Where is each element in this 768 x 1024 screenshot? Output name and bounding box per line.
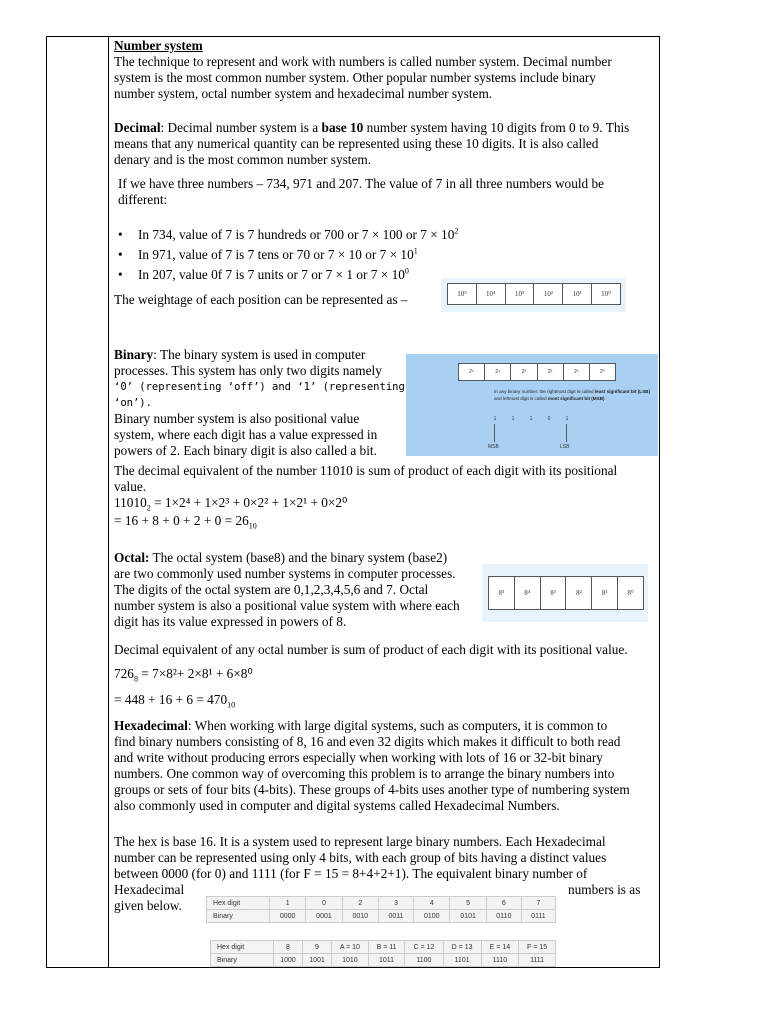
digit: 1 [493, 416, 497, 422]
equation-line: The decimal equivalent of the number 11010 is sum of product of each digit with its positional [114, 463, 618, 478]
binary-section [114, 347, 414, 459]
octal-equation-intro: Decimal equivalent of any octal number is sum of product of each digit with its positional value. [114, 642, 628, 657]
decimal-section [114, 120, 654, 168]
hex-row-label: Hex digit [207, 897, 270, 910]
binary-cell: 0110 [486, 910, 521, 923]
bullet-text: In 971, value of 7 is 7 tens or 70 or 7 × 10 or 7 × 10 [138, 247, 414, 262]
number-system-heading: Number system [114, 38, 203, 53]
hex-table-2 [210, 940, 556, 967]
hex-line: between 0000 (for 0) and 1111 (for F = 15 = 8+4+2+1). The equivalent binary number of [114, 866, 588, 881]
bullet-item [114, 247, 534, 267]
bullet-item [114, 227, 534, 247]
position-cell: 8⁵ [489, 577, 515, 609]
binary-cell: 1011 [368, 954, 405, 967]
hex-cell: D = 13 [443, 941, 481, 954]
caption-text: and leftmost digit is called [494, 396, 548, 401]
binary-cell: 1000 [274, 954, 303, 967]
binary-row [211, 954, 556, 967]
position-cell: 8² [566, 577, 592, 609]
hex-line: Hexadecimal [114, 882, 185, 897]
bullet-exponent: 0 [404, 266, 409, 276]
equation-subscript: 8 [133, 674, 138, 684]
decimal-text: number system having 10 digits from 0 to 9. This [363, 120, 630, 135]
hex-cell: 6 [486, 897, 521, 910]
binary-cell: 0111 [521, 910, 555, 923]
hexadecimal-line: find binary numbers consisting of 8, 16 and even 32 digits which makes it difficult to both read [114, 734, 621, 749]
hex-line: given below. [114, 898, 182, 913]
number-system-line: system is the most common number system. Other popular number systems include binary [114, 70, 596, 85]
binary-cell: 1111 [519, 954, 556, 967]
equation-base: 11010 [114, 495, 147, 510]
decimal-example [118, 176, 658, 208]
digit: 0 [547, 416, 551, 422]
binary-label: Binary [114, 347, 154, 362]
hex-cell: F = 15 [519, 941, 556, 954]
position-cell: 10⁵ [448, 284, 477, 304]
octal-position-table [488, 576, 644, 610]
hex-line: The hex is base 16. It is a system used to represent large binary numbers. Each Hexadecimal [114, 834, 606, 849]
decimal-line: denary and is the most common number system. [114, 152, 372, 167]
octal-line: are two commonly used number systems in computer processes. [114, 566, 456, 581]
position-cell: 10¹ [563, 284, 592, 304]
binary-cell: 1110 [481, 954, 518, 967]
hex-cell: 3 [378, 897, 413, 910]
hex-cell: 9 [302, 941, 331, 954]
equation-expansion: = 1×2⁴ + 1×2³ + 0×2² + 1×2¹ + 0×2⁰ [150, 495, 348, 510]
example-line: different: [118, 192, 168, 207]
bullet-text: In 207, value 0f 7 is 7 units or 7 or 7 × 1 or 7 × 10 [138, 267, 405, 282]
hex-row [211, 941, 556, 954]
binary-cell: 0101 [450, 910, 486, 923]
hex-table-1 [206, 896, 556, 923]
number-system-line: number system, octal number system and hexadecimal number system. [114, 86, 493, 101]
position-cell: 10² [534, 284, 563, 304]
equation-result: = 16 + 8 + 0 + 2 + 0 = 26 [114, 513, 249, 528]
equation-base: 726 [114, 666, 134, 681]
binary-digits [486, 416, 576, 422]
base-10-text: base 10 [321, 120, 364, 135]
binary-cell: 0000 [270, 910, 306, 923]
binary-cell: 0100 [414, 910, 450, 923]
equation-line: value. [114, 479, 147, 494]
equation-subscript: 10 [227, 700, 236, 710]
position-cell: 10³ [506, 284, 535, 304]
position-cell: 8⁴ [515, 577, 541, 609]
hexadecimal-label: Hexadecimal [114, 718, 188, 733]
hex-line: number can be represented using only 4 bits, with each group of bits having a distinct values [114, 850, 607, 865]
hex-cell: 7 [521, 897, 555, 910]
caption-lsb-text: least significant bit (LSB) [594, 389, 650, 394]
octal-label: Octal: [114, 550, 150, 565]
binary-row [207, 910, 556, 923]
digit: 1 [565, 416, 569, 422]
equation-expansion: = 7×8²+ 2×8¹ + 6×8⁰ [137, 666, 253, 681]
hex-cell: B = 11 [368, 941, 405, 954]
position-cell: 10⁴ [477, 284, 506, 304]
decimal-label: Decimal [114, 120, 161, 135]
binary-cell: 1100 [405, 954, 443, 967]
digit: 1 [529, 416, 533, 422]
binary-line: powers of 2. Each binary digit is also called a bit. [114, 443, 377, 458]
hexadecimal-line: and write without producing errors especially when working with lots of 16 or 32-bit binary [114, 750, 603, 765]
caption-text: . [604, 396, 606, 401]
equation-result: = 448 + 16 + 6 = 470 [114, 692, 228, 707]
binary-figure [406, 354, 658, 456]
binary-text: : The binary system is used in computer [153, 347, 366, 362]
binary-cell: 1001 [302, 954, 331, 967]
binary-position-table [458, 363, 616, 381]
binary-cell: 1010 [331, 954, 368, 967]
binary-cell: 0010 [342, 910, 378, 923]
binary-cell: 0001 [306, 910, 342, 923]
binary-cell: 0011 [378, 910, 413, 923]
equation-subscript: 10 [248, 521, 257, 531]
binary-cell: 1101 [443, 954, 481, 967]
weightage-text: The weightage of each position can be represented as – [114, 292, 408, 307]
hex-cell: 4 [414, 897, 450, 910]
binary-line: Binary number system is also positional value [114, 411, 360, 426]
decimal-position-figure [441, 278, 626, 312]
lsb-arrow [566, 424, 567, 442]
binary-caption [494, 388, 654, 402]
hex-cell: 8 [274, 941, 303, 954]
octal-text: The octal system (base8) and the binary system (base2) [149, 550, 448, 565]
bullet-text: In 734, value of 7 is 7 hundreds or 700 or 7 × 100 or 7 × 10 [138, 227, 455, 242]
hex-row-label: Hex digit [211, 941, 274, 954]
hex-cell: 5 [450, 897, 486, 910]
bullet-exponent: 1 [413, 246, 418, 256]
column-divider [108, 36, 109, 968]
number-system-section [114, 38, 654, 102]
position-cell: 8³ [541, 577, 567, 609]
caption-msb-text: most significant bit (MSB) [547, 396, 605, 401]
hexadecimal-line: numbers. One common way of overcoming this problem is to arrange the binary numbers into [114, 766, 615, 781]
decimal-text: : Decimal number system is a [160, 120, 322, 135]
hex-line: numbers is as [568, 882, 641, 897]
hex-cell: A = 10 [331, 941, 368, 954]
octal-position-figure [482, 564, 648, 622]
number-system-line: The technique to represent and work with numbers is called number system. Decimal number [114, 54, 612, 69]
hexadecimal-line: also commonly used in computer and digital systems called Hexadecimal Numbers. [114, 798, 560, 813]
binary-row-label: Binary [211, 954, 274, 967]
hex-row [207, 897, 556, 910]
position-cell: 10⁰ [601, 290, 611, 298]
position-cell: 2⁴ [485, 364, 511, 380]
hexadecimal-section [114, 718, 656, 814]
position-cell: 2² [538, 364, 564, 380]
position-cell: 2³ [511, 364, 537, 380]
octal-line: The digits of the octal system are 0,1,2,3,4,5,6 and 7. Octal [114, 582, 429, 597]
position-cell: 2⁵ [459, 364, 485, 380]
octal-section [114, 550, 484, 630]
hex-cell: C = 12 [405, 941, 443, 954]
hex-cell: 2 [342, 897, 378, 910]
hex-cell: E = 14 [481, 941, 518, 954]
msb-arrow [494, 424, 495, 442]
hex-cell: 1 [270, 897, 306, 910]
binary-row-label: Binary [207, 910, 270, 923]
position-cell: 8⁰ [627, 589, 634, 597]
octal-line: digit has its value expressed in powers of 8. [114, 614, 347, 629]
binary-line: processes. This system has only two digits namely [114, 363, 382, 378]
hexadecimal-line: groups or sets of four bits (4-bits). These groups of 4-bits uses another type of numbering system [114, 782, 630, 797]
octal-equation-a [114, 666, 253, 682]
position-cell: 2¹ [564, 364, 590, 380]
binary-line: system, where each digit has a value expressed in [114, 427, 378, 442]
position-cell: 2⁰ [600, 369, 605, 375]
position-cell: 8¹ [592, 577, 618, 609]
hexadecimal-text: : When working with large digital systems, such as computers, it is common to [187, 718, 608, 733]
equation-subscript: 2 [146, 503, 151, 513]
decimal-position-table [447, 283, 621, 305]
example-line: If we have three numbers – 734, 971 and 207. The value of 7 in all three numbers would be [118, 176, 605, 191]
decimal-line: means that any numerical quantity can be represented using these 10 digits. It is also called [114, 136, 599, 151]
binary-line: ‘0’ (representing ‘off’) and ‘1’ (representing ‘on’). [114, 381, 405, 409]
caption-text: In any binary number, the rightmost digit is called [494, 389, 595, 394]
octal-equation-b [114, 692, 235, 708]
octal-line: number system is also a positional value system with where each [114, 598, 460, 613]
lsb-label: LSB [560, 444, 570, 450]
msb-label: MSB [488, 444, 499, 450]
hex-paragraph-2 [114, 834, 656, 882]
digit: 1 [511, 416, 515, 422]
hex-cell: 0 [306, 897, 342, 910]
bullet-exponent: 2 [454, 226, 459, 236]
binary-equation [114, 463, 654, 529]
